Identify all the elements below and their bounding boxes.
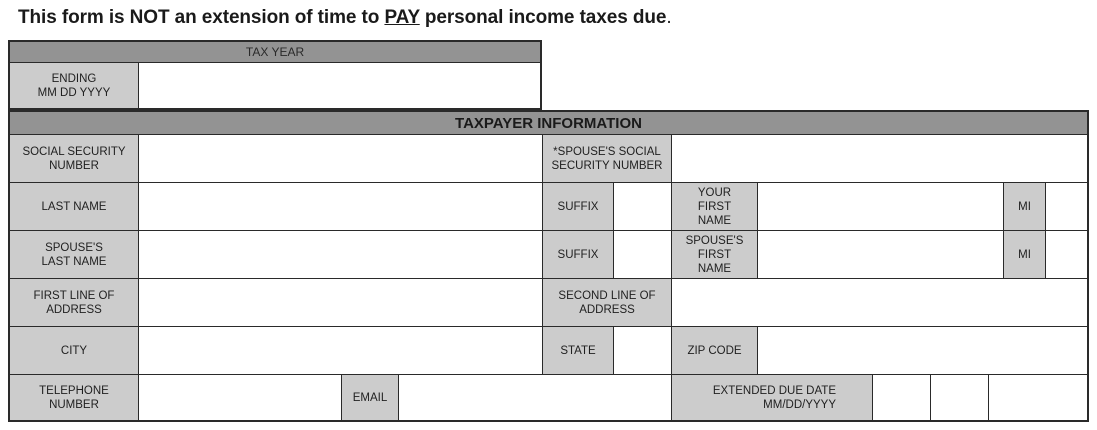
address1-label-line2: ADDRESS <box>46 303 102 316</box>
ending-label-line2: MM DD YYYY <box>37 86 111 99</box>
zip-code-label <box>672 327 758 374</box>
notice-pay-emphasis: PAY <box>384 7 420 28</box>
spouse-first-name-label-line1: SPOUSE'S <box>685 234 744 247</box>
first-name-field[interactable] <box>758 183 1004 230</box>
last-name-field[interactable] <box>139 183 543 230</box>
spouse-last-name-label <box>10 231 139 278</box>
ssn-label-line1: SOCIAL SECURITY <box>22 145 126 158</box>
spouse-first-name-label-line2: FIRST <box>697 248 732 261</box>
extended-due-date-label <box>672 375 873 420</box>
notice-text-end: personal income taxes due <box>419 7 667 28</box>
email-label <box>342 375 399 420</box>
tax-year-box <box>8 40 542 110</box>
suffix-field[interactable] <box>614 183 672 230</box>
taxpayer-info-box <box>8 110 1089 422</box>
taxpayer-info-header-text: TAXPAYER INFORMATION <box>455 114 642 132</box>
telephone-field[interactable] <box>139 375 342 420</box>
notice-text: This form is NOT an extension of time to <box>18 7 385 28</box>
due-date-year-field[interactable] <box>989 375 1087 420</box>
state-field[interactable] <box>614 327 672 374</box>
ssn-label <box>10 135 139 182</box>
state-label-text: STATE <box>560 344 596 357</box>
address-line1-label <box>10 279 139 326</box>
first-name-label <box>672 183 758 230</box>
email-label-text: EMAIL <box>352 391 388 404</box>
address2-label-line2: ADDRESS <box>579 303 635 316</box>
spouse-last-name-label-line1: SPOUSE'S <box>45 241 103 254</box>
city-field[interactable] <box>139 327 543 374</box>
address-line2-label <box>543 279 672 326</box>
spouse-last-name-label-line2: LAST NAME <box>41 255 107 268</box>
address-line2-field[interactable] <box>672 279 1087 326</box>
ssn-field[interactable] <box>139 135 543 182</box>
notice-period: . <box>666 7 672 28</box>
ssn-label-line2: NUMBER <box>49 159 99 172</box>
last-name-label <box>10 183 139 230</box>
state-label <box>543 327 614 374</box>
spouse-mi-field[interactable] <box>1046 231 1087 278</box>
spouse-ssn-field[interactable] <box>672 135 1087 182</box>
mi-field[interactable] <box>1046 183 1087 230</box>
city-label-text: CITY <box>60 344 88 357</box>
spouse-mi-label-text: MI <box>1018 248 1031 261</box>
spouse-ssn-label-line1: *SPOUSE'S SOCIAL <box>553 145 661 158</box>
due-date-label-line2: MM/DD/YYYY <box>763 398 836 411</box>
ending-date-label <box>10 63 139 108</box>
address2-label-line1: SECOND LINE OF <box>558 289 656 302</box>
ending-label-line1: ENDING <box>51 72 97 85</box>
mi-label-text: MI <box>1018 200 1031 213</box>
spouse-first-name-label-line3: NAME <box>697 262 732 275</box>
due-date-day-field[interactable] <box>931 375 989 420</box>
extension-notice <box>18 7 672 29</box>
spouse-first-name-field[interactable] <box>758 231 1004 278</box>
first-name-label-line3: NAME <box>697 214 732 227</box>
address1-label-line1: FIRST LINE OF <box>33 289 115 302</box>
suffix-label-text: SUFFIX <box>557 200 599 213</box>
ending-date-field[interactable] <box>139 63 540 108</box>
suffix-label <box>543 183 614 230</box>
spouse-suffix-field[interactable] <box>614 231 672 278</box>
mi-label <box>1004 183 1046 230</box>
telephone-label-line2: NUMBER <box>49 398 99 411</box>
address-line1-field[interactable] <box>139 279 543 326</box>
zip-code-label-text: ZIP CODE <box>687 344 742 357</box>
taxpayer-info-header <box>10 112 1087 135</box>
spouse-suffix-label <box>543 231 614 278</box>
spouse-ssn-label <box>543 135 672 182</box>
spouse-suffix-label-text: SUFFIX <box>557 248 599 261</box>
due-date-label-line1: EXTENDED DUE DATE <box>712 384 836 397</box>
zip-code-field[interactable] <box>758 327 1087 374</box>
city-label <box>10 327 139 374</box>
telephone-label-line1: TELEPHONE <box>39 384 109 397</box>
last-name-label-text: LAST NAME <box>41 200 107 213</box>
spouse-first-name-label <box>672 231 758 278</box>
email-field[interactable] <box>399 375 672 420</box>
spouse-mi-label <box>1004 231 1046 278</box>
tax-year-header-text: TAX YEAR <box>245 45 305 59</box>
first-name-label-line1: YOUR <box>697 186 732 199</box>
tax-year-header <box>10 42 540 63</box>
due-date-month-field[interactable] <box>873 375 931 420</box>
spouse-last-name-field[interactable] <box>139 231 543 278</box>
spouse-ssn-label-line2: SECURITY NUMBER <box>551 159 663 172</box>
first-name-label-line2: FIRST <box>697 200 732 213</box>
telephone-label <box>10 375 139 420</box>
